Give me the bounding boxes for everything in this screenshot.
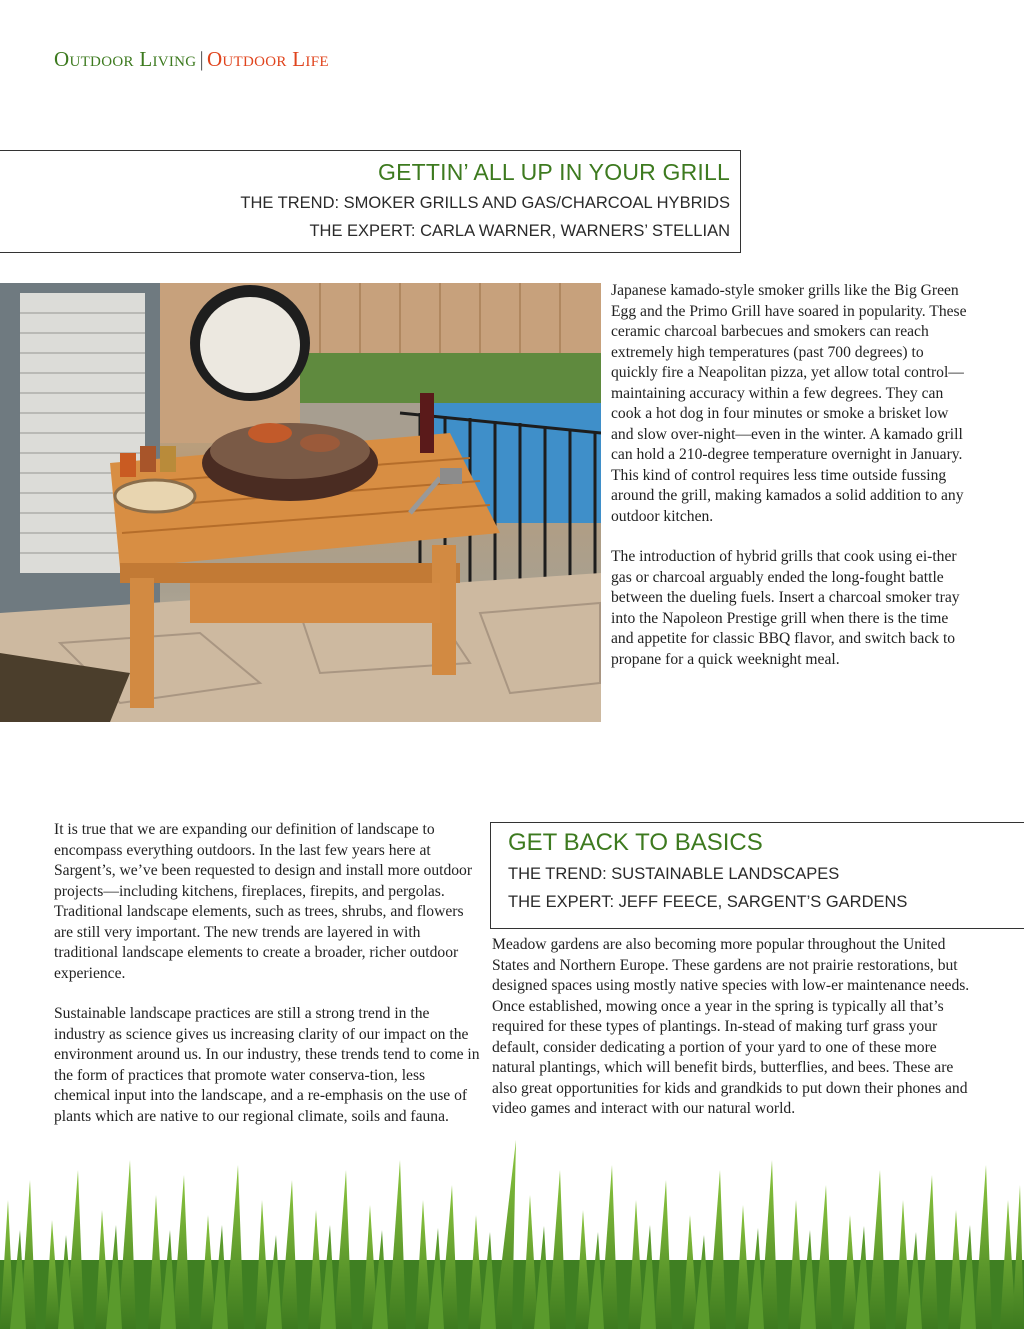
landscape-paragraph-2: Sustainable landscape practices are still a strong trend in the industry as science gives us increasing clarity of our impact on the environment around us. In our industry, these trends tend to come in the form of practices that promote water conserva-tion, less chemical input into the landscape, and a re-emphasis on the use of plants which are native to our regional climate, soils and fauna. [54, 1005, 480, 1125]
grill-article-text [611, 281, 973, 670]
kamado-grill-photo [0, 283, 601, 722]
masthead-outdoor-living: Outdoor Living [54, 47, 197, 71]
grill-section-title: GETTIN’ ALL UP IN YOUR GRILL [378, 159, 730, 185]
basics-expert: THE EXPERT: JEFF FEECE, SARGENT’S GARDENS [508, 893, 908, 911]
grill-paragraph-1: Japanese kamado-style smoker grills like the Big Green Egg and the Primo Grill have soared in popularity. These ceramic charcoal barbecues and smokers can reach extremely high temperatures (past 700 degrees) to quickly fire a Neapolitan pizza, yet allow total control—maintaining accuracy within a few degrees. They can cook a hot dog in four minutes or smoke a brisket low and slow over-night—even in the winter. A kamado grill can hold a 210-degree temperature overnight in January. This kind of control requires less time outside fussing around the grill, making kamados a solid addition to any outdoor kitchen. [611, 282, 967, 525]
grass-border-illustration [0, 1140, 1024, 1329]
basics-section-title: GET BACK TO BASICS [508, 829, 763, 856]
masthead-separator: | [199, 47, 204, 71]
basics-heading-box [490, 822, 1024, 929]
landscape-article-left [54, 820, 482, 1127]
meadow-article-text [492, 935, 972, 1120]
grill-heading-box [0, 150, 741, 253]
masthead [54, 47, 329, 72]
meadow-paragraph: Meadow gardens are also becoming more popular throughout the United States and Northern Europe. These gardens are not prairie restorations, but designed spaces using mostly native species with low-er maintenance needs. Once established, mowing once a year in the spring is typically all that’s required for these types of plantings. In-stead of making turf grass your default, consider dedicating a portion of your yard to one of these more natural plantings, which will benefit birds, butterflies, and bees. These are also great opportunities for kids and grandkids to put down their phones and video games and interact with our natural world. [492, 936, 970, 1117]
landscape-paragraph-1: It is true that we are expanding our definition of landscape to encompass everything outdoors. In the last few years here at Sargent’s, we’ve been requested to design and install more outdoor projects—including kitchens, fireplaces, firepits, and pergolas. Traditional landscape elements, such as trees, shrubs, and flowers are still very important. The new trends are layered in with traditional landscape elements to create a broader, richer outdoor experience. [54, 821, 473, 982]
basics-trend: THE TREND: SUSTAINABLE LANDSCAPES [508, 865, 840, 883]
masthead-outdoor-life: Outdoor Life [206, 47, 329, 71]
grill-paragraph-2: The introduction of hybrid grills that cook using ei-ther gas or charcoal arguably ended the long-fought battle between the dueling fuels. Insert a charcoal smoker tray into the Napoleon Prestige grill when there is the time and appetite for classic BBQ flavor, and switch back to propane for a quick weeknight meal. [611, 548, 960, 668]
grill-expert: THE EXPERT: CARLA WARNER, WARNERS’ STELLIAN [309, 222, 730, 240]
grill-trend: THE TREND: SMOKER GRILLS AND GAS/CHARCOAL HYBRIDS [240, 194, 730, 212]
